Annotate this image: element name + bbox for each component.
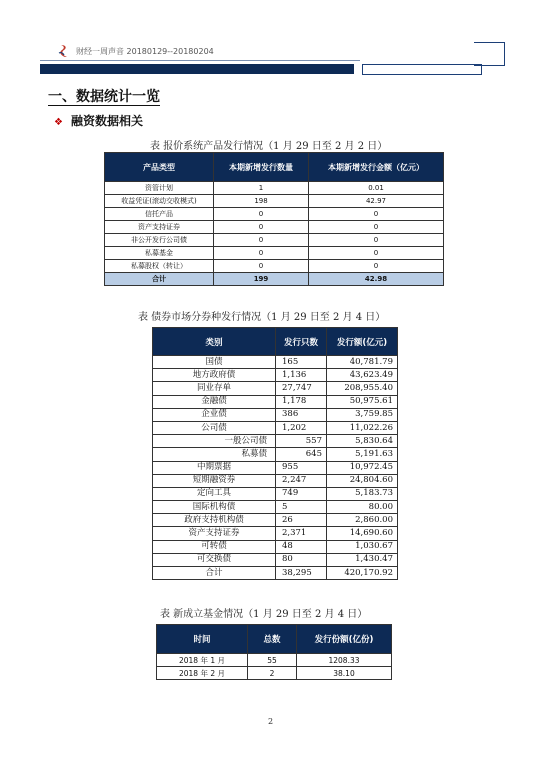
table-row (153, 501, 398, 514)
table-row (153, 514, 398, 527)
table-cell: 私募债 (153, 448, 276, 461)
table-cell: 同业存单 (153, 382, 276, 395)
table-cell: 0 (309, 208, 444, 221)
table-cell: 政府支持机构债 (153, 514, 276, 527)
header-frame-bottom (362, 64, 482, 75)
section-title: 一、数据统计一览 (48, 89, 160, 105)
table2-header: 发行额(亿元) (327, 328, 398, 356)
header-title: 财经一周声音 20180129--20180204 (76, 47, 214, 56)
table-row (153, 448, 398, 461)
table-row (157, 667, 392, 680)
table-cell: 199 (214, 273, 309, 286)
table-cell: 38.10 (297, 667, 392, 680)
table-row (153, 553, 398, 566)
table2-header: 发行只数 (276, 328, 327, 356)
table-cell: 420,170.92 (327, 567, 398, 580)
table-cell: 557 (276, 435, 327, 448)
table-row (153, 356, 398, 369)
table-cell: 收益凭证(滚动交收模式) (105, 195, 214, 208)
table1-header: 本期新增发行金额（亿元） (309, 153, 444, 182)
header-frame (474, 42, 505, 66)
table-row (105, 182, 444, 195)
table-cell: 资产支持证券 (153, 527, 276, 540)
page-number: 2 (268, 717, 274, 726)
table2-header: 类别 (153, 328, 276, 356)
table-cell: 11,022.26 (327, 421, 398, 434)
table-cell: 短期融资券 (153, 474, 276, 487)
table-cell: 26 (276, 514, 327, 527)
table-cell: 55 (248, 654, 297, 667)
table-row (105, 208, 444, 221)
table-cell: 386 (276, 408, 327, 421)
table-row (153, 461, 398, 474)
table1-header: 本期新增发行数量 (214, 153, 309, 182)
table-cell: 0 (309, 234, 444, 247)
bond-issuance-table (152, 327, 398, 580)
table-cell: 80.00 (327, 501, 398, 514)
table-cell: 0.01 (309, 182, 444, 195)
diamond-bullet-icon: ❖ (54, 117, 63, 128)
table-cell: 0 (214, 221, 309, 234)
table-cell: 私募股权（转让） (105, 260, 214, 273)
table-cell: 42.97 (309, 195, 444, 208)
table3-header: 总数 (248, 625, 297, 654)
table-cell: 5,191.63 (327, 448, 398, 461)
table-cell: 企业债 (153, 408, 276, 421)
table-cell: 0 (309, 221, 444, 234)
table-cell: 5,183.73 (327, 487, 398, 500)
table-cell: 80 (276, 553, 327, 566)
table-total-row (153, 567, 398, 580)
table-cell: 2 (248, 667, 297, 680)
table-cell: 42.98 (309, 273, 444, 286)
table-cell: 198 (214, 195, 309, 208)
table-total-row (105, 273, 444, 286)
table-cell: 0 (214, 247, 309, 260)
table1-caption: 表 报价系统产品发行情况（1 月 29 日至 2 月 2 日） (150, 141, 388, 152)
table-row (153, 527, 398, 540)
table-cell: 749 (276, 487, 327, 500)
table-cell: 一般公司债 (153, 435, 276, 448)
table-row (105, 195, 444, 208)
table-row (153, 487, 398, 500)
table-row (157, 654, 392, 667)
table3-header: 时间 (157, 625, 248, 654)
table-cell: 955 (276, 461, 327, 474)
table-row (153, 540, 398, 553)
table-cell: 165 (276, 356, 327, 369)
table-cell: 地方政府债 (153, 369, 276, 382)
table-cell: 中期票据 (153, 461, 276, 474)
table-cell: 5 (276, 501, 327, 514)
table-row (153, 435, 398, 448)
table-row (105, 221, 444, 234)
table-cell: 1,030.67 (327, 540, 398, 553)
table3-caption: 表 新成立基金情况（1 月 29 日至 2 月 4 日） (160, 609, 368, 620)
table-cell: 48 (276, 540, 327, 553)
table-cell: 208,955.40 (327, 382, 398, 395)
table-cell: 1,430.47 (327, 553, 398, 566)
table2-caption: 表 债券市场分券种发行情况（1 月 29 日至 2 月 4 日） (138, 312, 386, 323)
header-rule (40, 60, 360, 61)
table-cell: 0 (309, 247, 444, 260)
table-cell: 2,371 (276, 527, 327, 540)
table3-header: 发行份额(亿份) (297, 625, 392, 654)
table-cell: 合计 (153, 567, 276, 580)
table-row (153, 421, 398, 434)
table-cell: 0 (309, 260, 444, 273)
table-cell: 0 (214, 260, 309, 273)
table-cell: 14,690.60 (327, 527, 398, 540)
table-cell: 10,972.45 (327, 461, 398, 474)
table-cell: 0 (214, 234, 309, 247)
table-cell: 资产支持证券 (105, 221, 214, 234)
table-cell: 国债 (153, 356, 276, 369)
subsection-title: ❖ 融资数据相关 (54, 114, 143, 128)
table-cell: 5,830.64 (327, 435, 398, 448)
table-cell: 40,781.79 (327, 356, 398, 369)
table-row (153, 382, 398, 395)
table-row (105, 234, 444, 247)
table-cell: 1,202 (276, 421, 327, 434)
table-cell: 可转债 (153, 540, 276, 553)
table-row (153, 369, 398, 382)
table-cell: 2018 年 2 月 (157, 667, 248, 680)
table-row (105, 247, 444, 260)
table-cell: 公司债 (153, 421, 276, 434)
table-cell: 私募基金 (105, 247, 214, 260)
new-fund-table (156, 624, 392, 680)
table-cell: 1,178 (276, 395, 327, 408)
header-bar (40, 64, 354, 74)
table-cell: 645 (276, 448, 327, 461)
table-cell: 2018 年 1 月 (157, 654, 248, 667)
table-row (153, 408, 398, 421)
table-cell: 金融债 (153, 395, 276, 408)
table-cell: 信托产品 (105, 208, 214, 221)
table-row (105, 260, 444, 273)
quote-system-table (104, 152, 444, 286)
table-cell: 定向工具 (153, 487, 276, 500)
table-cell: 合计 (105, 273, 214, 286)
table-cell: 1208.33 (297, 654, 392, 667)
table-cell: 资管计划 (105, 182, 214, 195)
table-row (153, 395, 398, 408)
table-cell: 24,804.60 (327, 474, 398, 487)
table-cell: 1,136 (276, 369, 327, 382)
ribbon-logo-icon (58, 44, 70, 58)
table-cell: 2,860.00 (327, 514, 398, 527)
table-cell: 3,759.85 (327, 408, 398, 421)
table1-header: 产品类型 (105, 153, 214, 182)
table-cell: 43,623.49 (327, 369, 398, 382)
table-cell: 27,747 (276, 382, 327, 395)
table-cell: 可交换债 (153, 553, 276, 566)
table-cell: 50,975.61 (327, 395, 398, 408)
table-cell: 2,247 (276, 474, 327, 487)
table-cell: 38,295 (276, 567, 327, 580)
table-row (153, 474, 398, 487)
table-cell: 0 (214, 208, 309, 221)
table-cell: 1 (214, 182, 309, 195)
table-cell: 非公开发行公司债 (105, 234, 214, 247)
table-cell: 国际机构债 (153, 501, 276, 514)
